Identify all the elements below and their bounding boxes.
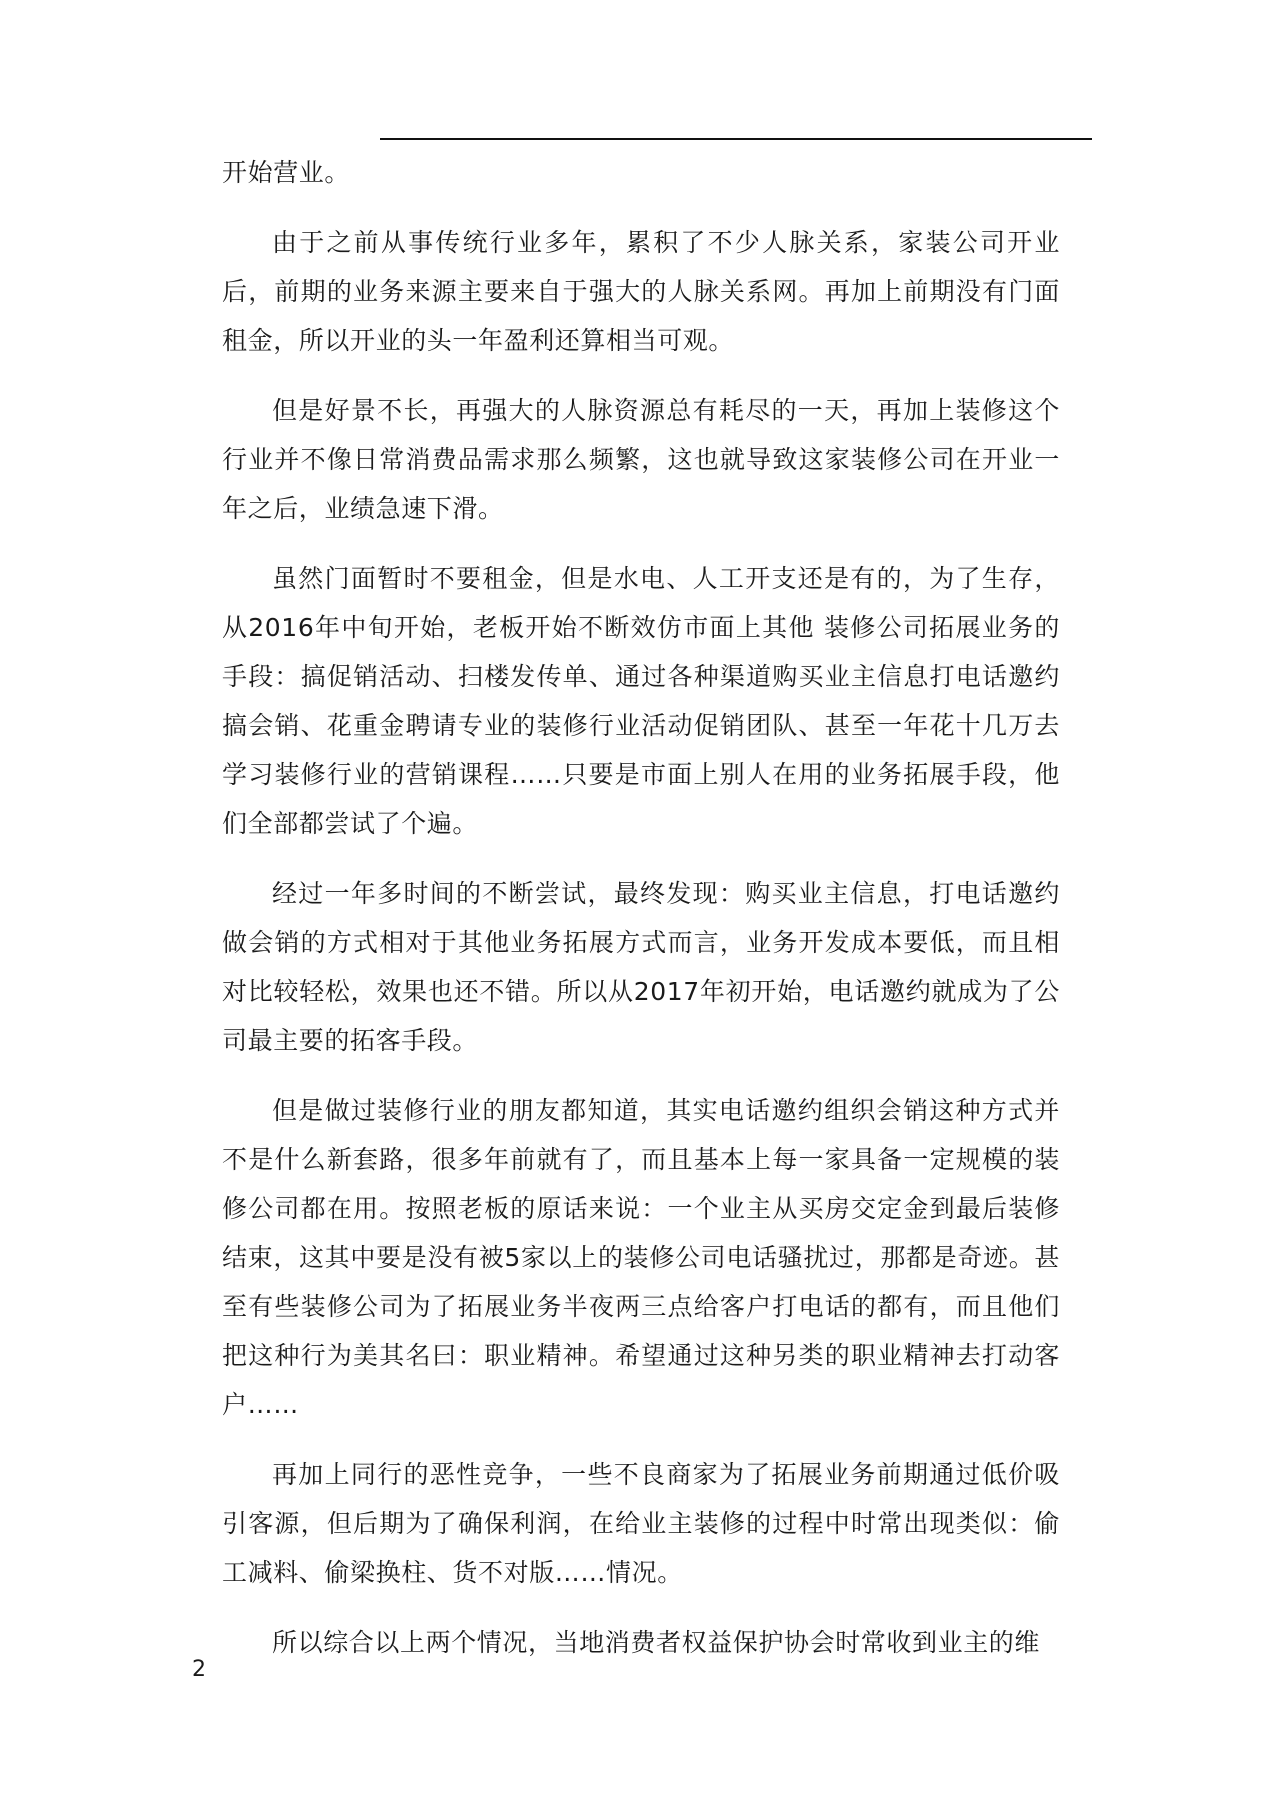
paragraph-1: 开始营业。 xyxy=(222,158,351,187)
header-rule xyxy=(380,138,1092,140)
paragraph-5: 经过一年多时间的不断尝试，最终发现：购买业主信息，打电话邀约做会销的方式相对于其他业务拓展方式而言，业务开发成本要低，而且相对比较轻松，效果也还不错。所以从2017年初开始，电话邀约就成为了公司最主要的拓客手段。 xyxy=(222,879,1060,1055)
paragraph-2: 由于之前从事传统行业多年，累积了不少人脉关系，家装公司开业后，前期的业务来源主要来自于强大的人脉关系网。再加上前期没有门面租金，所以开业的头一年盈利还算相当可观。 xyxy=(222,228,1060,355)
paragraph-7: 再加上同行的恶性竞争，一些不良商家为了拓展业务前期通过低价吸引客源，但后期为了确保利润，在给业主装修的过程中时常出现类似：偷工减料、偷梁换柱、货不对版……情况。 xyxy=(222,1460,1060,1587)
paragraph-3: 但是好景不长，再强大的人脉资源总有耗尽的一天，再加上装修这个行业并不像日常消费品需求那么频繁，这也就导致这家装修公司在开业一年之后，业绩急速下滑。 xyxy=(222,396,1060,523)
paragraph-8: 所以综合以上两个情况，当地消费者权益保护协会时常收到业主的维 xyxy=(272,1628,1041,1657)
page-number: 2 xyxy=(192,1657,206,1682)
paragraph-6: 但是做过装修行业的朋友都知道，其实电话邀约组织会销这种方式并不是什么新套路，很多年前就有了，而且基本上每一家具备一定规模的装修公司都在用。按照老板的原话来说：一个业主从买房交定金到最后装修结束，这其中要是没有被5家以上的装修公司电话骚扰过，那都是奇迹。甚至有些装修公司为了拓展业务半夜两三点给客户打电话的都有，而且他们把这种行为美其名曰：职业精神。希望通过这种另类的职业精神去打动客户…… xyxy=(222,1096,1060,1419)
paragraph-4: 虽然门面暂时不要租金，但是水电、人工开支还是有的，为了生存，从2016年中旬开始，老板开始不断效仿市面上其他 装修公司拓展业务的手段：搞促销活动、扫楼发传单、通过各种渠道购买业主信息打电话邀约搞会销、花重金聘请专业的装修行业活动促销团队、甚至一年花十几万去学习装修行业的营销课程……只要是市面上别人在用的业务拓展手段，他们全部都尝试了个遍。 xyxy=(222,564,1060,838)
body-text xyxy=(222,148,1060,1688)
